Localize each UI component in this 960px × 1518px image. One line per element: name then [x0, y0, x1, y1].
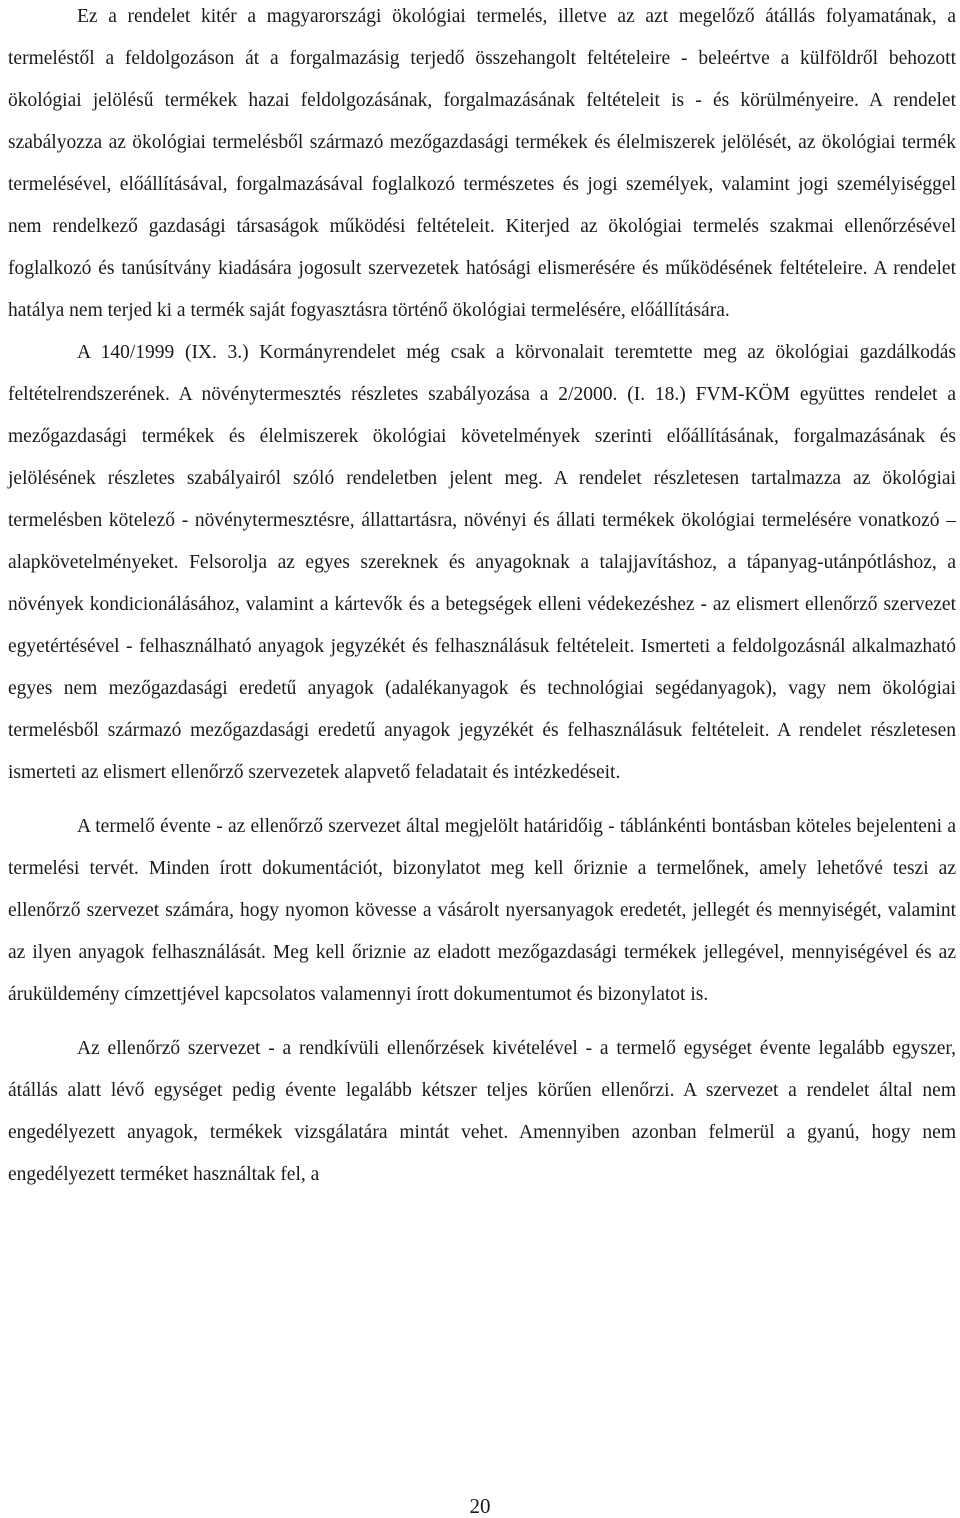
- paragraph-inspection-body: Az ellenőrző szervezet - a rendkívüli ellenőrzések kivételével - a termelő egységet évente legalább egyszer, átállás alatt lévő egységet pedig évente legalább kétszer teljes körűen ellenőrzi. A szervezet a rendelet által nem engedélyezett anyagok, termékek vizsgálatára mintát vehet. Amennyiben azonban felmerül a gyanú, hogy nem engedélyezett terméket használtak fel, a: [8, 1038, 956, 1185]
- paragraph-ecological-regulation-scope: Ez a rendelet kitér a magyarországi ökológiai termelés, illetve az azt megelőző átállás folyamatának, a termeléstől a feldolgozáson át a forgalmazásig terjedő összehangolt feltételeire - beleértve a külföldről behozott ökológiai jelölésű termékek hazai feldolgozásának, forgalmazásának feltételeit is - és körülményeire. A rendelet szabályozza az ökológiai termelésből származó mezőgazdasági termékek és élelmiszerek jelölését, az ökológiai termék termelésével, előállításával, forgalmazásával foglalkozó természetes és jogi személyek, valamint jogi személyiséggel nem rendelkező gazdasági társaságok működési feltételeit. Kiterjed az ökológiai termelés szakmai ellenőrzésével foglalkozó és tanúsítvány kiadására jogosult szervezetek hatósági elismerésére és működésének feltételeire. A rendelet hatálya nem terjed ki a termék saját fogyasztásra történő ökológiai termelésére, előállítására.: [8, 6, 956, 321]
- document-page: [8, 0, 956, 1196]
- page-number: 20: [469, 1494, 491, 1518]
- paragraph-government-decree: A 140/1999 (IX. 3.) Kormányrendelet még csak a körvonalait teremtette meg az ökológiai gazdálkodás feltételrendszerének. A növénytermesztés részletes szabályozása a 2/2000. (I. 18.) FVM-KÖM együttes rendelet a mezőgazdasági termékek és élelmiszerek ökológiai követelmények szerinti előállításának, forgalmazásának és jelölésének részletes szabályairól szóló rendeletben jelent meg. A rendelet részletesen tartalmazza az ökológiai termelésben kötelező - növénytermesztésre, állattartásra, növényi és állati termékek ökológiai termelésére vonatkozó – alapkövetelményeket. Felsorolja az egyes szereknek és anyagoknak a talajjavításhoz, a tápanyag-utánpótláshoz, a növények kondicionálásához, valamint a kártevők és a betegségek elleni védekezéshez - az elismert ellenőrző szervezet egyetértésével - felhasználható anyagok jegyzékét és felhasználásuk feltételeit. Ismerteti a feldolgozásnál alkalmazható egyes nem mezőgazdasági eredetű anyagok (adalékanyagok és technológiai segédanyagok), vagy nem ökológiai termelésből származó mezőgazdasági eredetű anyagok jegyzékét és felhasználásuk feltételeit. A rendelet részletesen ismerteti az elismert ellenőrző szervezetek alapvető feladatait és intézkedéseit.: [8, 342, 956, 783]
- paragraph-producer-obligations: A termelő évente - az ellenőrző szervezet által megjelölt határidőig - táblánkénti bontásban köteles bejelenteni a termelési tervét. Minden írott dokumentációt, bizonylatot meg kell őriznie a termelőnek, amely lehetővé teszi az ellenőrző szervezet számára, hogy nyomon kövesse a vásárolt nyersanyagok eredetét, jellegét és mennyiségét, valamint az ilyen anyagok felhasználását. Meg kell őriznie az eladott mezőgazdasági termékek jellegével, mennyiségével és az áruküldemény címzettjével kapcsolatos valamennyi írott dokumentumot és bizonylatot is.: [8, 816, 956, 1005]
